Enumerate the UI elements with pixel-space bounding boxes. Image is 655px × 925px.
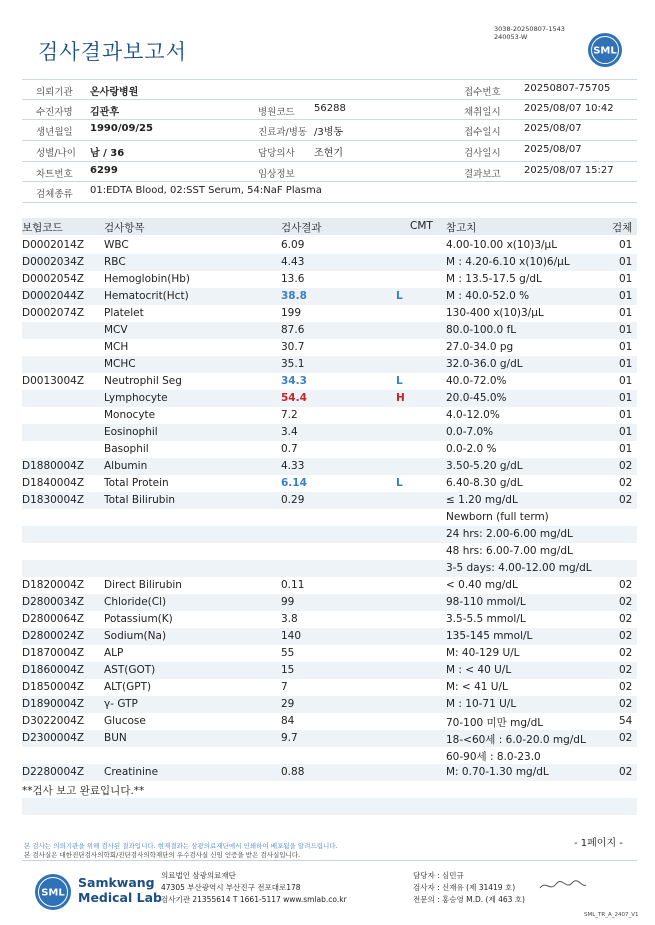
result-cell: 3.8	[281, 613, 298, 625]
result-cell: 0.29	[281, 494, 305, 506]
code-cell: D1850004Z	[22, 681, 85, 693]
specimen-cell: 54	[619, 715, 633, 727]
table-row	[22, 696, 637, 713]
receipt-number: 20250807-75705	[524, 83, 611, 94]
test-name-cell: ALT(GPT)	[104, 681, 152, 693]
table-row	[22, 356, 637, 373]
reference-cell: 60-90세 : 8.0-23.0	[446, 751, 541, 763]
reference-cell: 0.0-2.0 %	[446, 443, 497, 455]
receipt-date: 2025/08/07	[524, 123, 582, 134]
table-row	[22, 611, 637, 628]
table-row	[22, 543, 637, 560]
specimen-cell: 02	[619, 579, 633, 591]
col-name: 검사항목	[104, 222, 145, 234]
code-cell: D1840004Z	[22, 477, 85, 489]
reference-cell: M: < 41 U/L	[446, 681, 508, 693]
specimen-cell: 01	[619, 307, 633, 319]
reference-cell: 6.40-8.30 g/dL	[446, 477, 523, 489]
collect-datetime: 2025/08/07 10:42	[524, 103, 614, 114]
table-row	[22, 747, 637, 764]
test-name-cell: BUN	[104, 732, 127, 744]
reference-cell: 24 hrs: 2.00-6.00 mg/dL	[446, 528, 573, 540]
code-cell: D3022004Z	[22, 715, 85, 727]
code-cell: **검사 보고 완료입니다.**	[22, 785, 145, 797]
specimen-cell: 02	[619, 477, 633, 489]
table-row	[22, 645, 637, 662]
result-cell: 6.14	[281, 477, 307, 489]
specimen-cell: 02	[619, 630, 633, 642]
chart-number: 6299	[90, 165, 118, 176]
test-name-cell: Hematocrit(Hct)	[104, 290, 189, 302]
patient-row-2: 수진자명 김관후 병원코드 56288 채취일시 2025/08/07 10:42	[36, 103, 614, 118]
result-cell: 140	[281, 630, 302, 642]
flag-cell: H	[396, 392, 405, 404]
specimen-cell: 02	[619, 664, 633, 676]
result-cell: 7.2	[281, 409, 298, 421]
col-result: 검사결과	[281, 222, 322, 234]
table-row	[22, 322, 637, 339]
test-name-cell: Basophil	[104, 443, 149, 455]
patient-row-4: 성별/나이 남 / 36 담당의사 조현기 검사일시 2025/08/07	[36, 144, 582, 159]
page-number: - 1페이지 -	[574, 838, 623, 849]
footer-notes: 본 검사는 의뢰기관을 위해 검사된 결과입니다. 현재결과는 삼광의료재단에서 인쇄하여 배포됨을 알려드립니다. 본 검사실은 대한진단검사의학회/진단검사의학재단의 우수검사실 신임 인증을 받은 검사실입니다.	[24, 842, 338, 859]
code-cell: D2800064Z	[22, 613, 85, 625]
svg-text:SML: SML	[593, 45, 617, 57]
code-cell: D0002074Z	[22, 307, 85, 319]
table-row	[22, 628, 637, 645]
specimen-cell: 02	[619, 494, 633, 506]
specimen-cell: 02	[619, 766, 633, 778]
test-name-cell: Glucose	[104, 715, 146, 727]
table-row	[22, 475, 637, 492]
table-row	[22, 781, 637, 798]
patient-row-1: 의뢰기관 온사랑병원 접수번호 20250807-75705	[36, 83, 611, 98]
reference-cell: 135-145 mmol/L	[446, 630, 533, 642]
table-row	[22, 458, 637, 475]
reference-cell: 18-<60세 : 6.0-20.0 mg/dL	[446, 734, 586, 746]
reference-cell: 0.0-7.0%	[446, 426, 494, 438]
code-cell: D1870004Z	[22, 647, 85, 659]
test-name-cell: Total Protein	[104, 477, 169, 489]
table-row	[22, 730, 637, 747]
report-title: 검사결과보고서	[38, 40, 188, 64]
result-cell: 0.7	[281, 443, 298, 455]
flag-cell: L	[396, 290, 403, 302]
specimen-cell: 01	[619, 341, 633, 353]
test-name-cell: Hemoglobin(Hb)	[104, 273, 191, 285]
reference-cell: M: 40-129 U/L	[446, 647, 520, 659]
result-cell: 7	[281, 681, 288, 693]
code-cell: D0013004Z	[22, 375, 85, 387]
specimen-cell: 01	[619, 256, 633, 268]
result-cell: 6.09	[281, 239, 305, 251]
code-cell: D2800034Z	[22, 596, 85, 608]
reference-cell: 3-5 days: 4.00-12.00 mg/dL	[446, 562, 592, 574]
test-name-cell: Platelet	[104, 307, 144, 319]
table-row	[22, 594, 637, 611]
result-cell: 3.4	[281, 426, 298, 438]
test-name-cell: Potassium(K)	[104, 613, 173, 625]
reference-cell: 27.0-34.0 pg	[446, 341, 514, 353]
table-row	[22, 509, 637, 526]
doctor-name: 조현기	[314, 148, 343, 159]
results-table-header	[22, 218, 637, 235]
department: /3병동	[314, 127, 344, 138]
brand-name: Samkwang Medical Lab	[78, 875, 162, 905]
reference-cell: < 0.40 mg/dL	[446, 579, 518, 591]
test-name-cell: MCV	[104, 324, 128, 336]
result-cell: 4.33	[281, 460, 305, 472]
reference-cell: M : 40.0-52.0 %	[446, 290, 530, 302]
reference-cell: M: 0.70-1.30 mg/dL	[446, 766, 549, 778]
hospital-code: 56288	[314, 103, 346, 114]
flag-cell: L	[396, 477, 403, 489]
table-row	[22, 254, 637, 271]
test-name-cell: ALP	[104, 647, 124, 659]
staff-info: 담당자 : 심민규 검사자 : 신재유 (제 31419 호) 전문의 : 홍승영 M.D. (제 463 호)	[413, 871, 525, 904]
code-cell: D1830004Z	[22, 494, 85, 506]
reference-cell: 130-400 x(10)3/μL	[446, 307, 544, 319]
specimen-cell: 01	[619, 375, 633, 387]
code-cell: D0002014Z	[22, 239, 85, 251]
code-cell: D0002054Z	[22, 273, 85, 285]
specimen-cell: 01	[619, 273, 633, 285]
sex-age: 남 / 36	[90, 148, 125, 159]
test-name-cell: RBC	[104, 256, 126, 268]
patient-name: 김관후	[90, 107, 119, 118]
test-date: 2025/08/07	[524, 144, 582, 155]
test-name-cell: Albumin	[104, 460, 148, 472]
code-cell: D0002034Z	[22, 256, 85, 268]
reference-cell: Newborn (full term)	[446, 511, 549, 523]
reference-cell: 4.00-10.00 x(10)3/μL	[446, 239, 558, 251]
result-cell: 34.3	[281, 375, 307, 387]
test-name-cell: Chloride(Cl)	[104, 596, 167, 608]
test-name-cell: Lymphocyte	[104, 392, 168, 404]
col-spec: 검체	[612, 222, 633, 234]
result-cell: 35.1	[281, 358, 305, 370]
specimen-cell: 02	[619, 460, 633, 472]
test-name-cell: Creatinine	[104, 766, 159, 778]
table-row	[22, 679, 637, 696]
table-row	[22, 526, 637, 543]
reference-cell: M : 10-71 U/L	[446, 698, 517, 710]
reference-cell: 80.0-100.0 fL	[446, 324, 517, 336]
reference-cell: 4.0-12.0%	[446, 409, 500, 421]
result-cell: 0.88	[281, 766, 305, 778]
reference-cell: 32.0-36.0 g/dL	[446, 358, 523, 370]
svg-text:SML: SML	[41, 887, 65, 899]
test-name-cell: Monocyte	[104, 409, 156, 421]
specimen-cell: 01	[619, 409, 633, 421]
test-name-cell: Neutrophil Seg	[104, 375, 182, 387]
col-ref: 참고치	[446, 222, 477, 234]
sml-footer-logo-icon	[34, 873, 72, 911]
result-cell: 199	[281, 307, 302, 319]
test-name-cell: γ- GTP	[104, 698, 138, 710]
test-name-cell: Direct Bilirubin	[104, 579, 182, 591]
table-row	[22, 713, 637, 730]
reference-cell: M : < 40 U/L	[446, 664, 512, 676]
result-cell: 0.11	[281, 579, 305, 591]
code-cell: D1820004Z	[22, 579, 85, 591]
code-cell: D1890004Z	[22, 698, 85, 710]
hospital-name: 온사랑병원	[90, 87, 139, 98]
specimen-types: 01:EDTA Blood, 02:SST Serum, 54:NaF Plasma	[90, 185, 322, 196]
signature-icon	[538, 878, 588, 894]
code-cell: D2280004Z	[22, 766, 85, 778]
institution-info: 의료법인 삼광의료재단 47305 부산광역시 부산진구 전포대로178 검사기관 21355614 T 1661-5117 www.smlab.co.kr	[161, 871, 347, 904]
code-cell: D1860004Z	[22, 664, 85, 676]
reference-cell: 70-100 미만 mg/dL	[446, 717, 544, 729]
col-cmt: CMT	[410, 220, 433, 232]
table-row	[22, 237, 637, 254]
col-code: 보험코드	[22, 222, 63, 234]
specimen-cell: 02	[619, 681, 633, 693]
result-cell: 4.43	[281, 256, 305, 268]
result-cell: 54.4	[281, 392, 307, 404]
specimen-cell: 01	[619, 443, 633, 455]
reference-cell: 48 hrs: 6.00-7.00 mg/dL	[446, 545, 573, 557]
result-cell: 15	[281, 664, 295, 676]
specimen-cell: 01	[619, 426, 633, 438]
test-name-cell: WBC	[104, 239, 129, 251]
table-row	[22, 764, 637, 781]
table-row	[22, 424, 637, 441]
table-row	[22, 305, 637, 322]
table-row	[22, 662, 637, 679]
table-row	[22, 560, 637, 577]
reference-cell: 40.0-72.0%	[446, 375, 507, 387]
table-row	[22, 271, 637, 288]
specimen-cell: 01	[619, 392, 633, 404]
code-cell: D0002044Z	[22, 290, 85, 302]
table-row	[22, 441, 637, 458]
reference-cell: M : 13.5-17.5 g/dL	[446, 273, 542, 285]
test-name-cell: Sodium(Na)	[104, 630, 167, 642]
result-cell: 29	[281, 698, 295, 710]
specimen-cell: 01	[619, 290, 633, 302]
result-cell: 84	[281, 715, 295, 727]
test-name-cell: MCHC	[104, 358, 136, 370]
form-code: SML_TR_A_2407_V1	[584, 912, 639, 918]
reference-cell: 3.50-5.20 g/dL	[446, 460, 523, 472]
patient-row-5: 차트번호 6299 임상정보 결과보고 2025/08/07 15:27	[36, 165, 614, 180]
result-cell: 30.7	[281, 341, 305, 353]
table-row	[22, 407, 637, 424]
result-cell: 99	[281, 596, 295, 608]
specimen-cell: 01	[619, 239, 633, 251]
table-row	[22, 798, 637, 815]
table-row	[22, 373, 637, 390]
table-row	[22, 288, 637, 305]
code-cell: D2800024Z	[22, 630, 85, 642]
patient-row-3: 생년월일 1990/09/25 진료과/병동 /3병동 접수일시 2025/08/07	[36, 123, 582, 138]
specimen-cell: 02	[619, 596, 633, 608]
specimen-cell: 02	[619, 613, 633, 625]
reference-cell: ≤ 1.20 mg/dL	[446, 494, 518, 506]
test-name-cell: Total Bilirubin	[104, 494, 176, 506]
document-id: 3038-20250807-1543 240053-W	[494, 25, 565, 41]
table-row	[22, 492, 637, 509]
test-name-cell: MCH	[104, 341, 129, 353]
specimen-cell: 02	[619, 647, 633, 659]
code-cell: D1880004Z	[22, 460, 85, 472]
reference-cell: 20.0-45.0%	[446, 392, 507, 404]
reference-cell: M : 4.20-6.10 x(10)6/μL	[446, 256, 570, 268]
table-row	[22, 390, 637, 407]
sml-logo-icon	[587, 32, 623, 68]
result-cell: 55	[281, 647, 295, 659]
table-row	[22, 339, 637, 356]
result-cell: 38.8	[281, 290, 307, 302]
specimen-cell: 01	[619, 358, 633, 370]
reference-cell: 3.5-5.5 mmol/L	[446, 613, 526, 625]
report-datetime: 2025/08/07 15:27	[524, 165, 614, 176]
reference-cell: 98-110 mmol/L	[446, 596, 526, 608]
result-cell: 9.7	[281, 732, 298, 744]
test-name-cell: Eosinophil	[104, 426, 158, 438]
flag-cell: L	[396, 375, 403, 387]
patient-row-6: 검체종류 01:EDTA Blood, 02:SST Serum, 54:NaF Plasma	[36, 185, 322, 200]
specimen-cell: 01	[619, 324, 633, 336]
result-cell: 13.6	[281, 273, 305, 285]
specimen-cell: 02	[619, 732, 633, 744]
result-cell: 87.6	[281, 324, 305, 336]
test-name-cell: AST(GOT)	[104, 664, 156, 676]
birth-date: 1990/09/25	[90, 123, 153, 134]
table-row	[22, 577, 637, 594]
code-cell: D2300004Z	[22, 732, 85, 744]
specimen-cell: 02	[619, 698, 633, 710]
